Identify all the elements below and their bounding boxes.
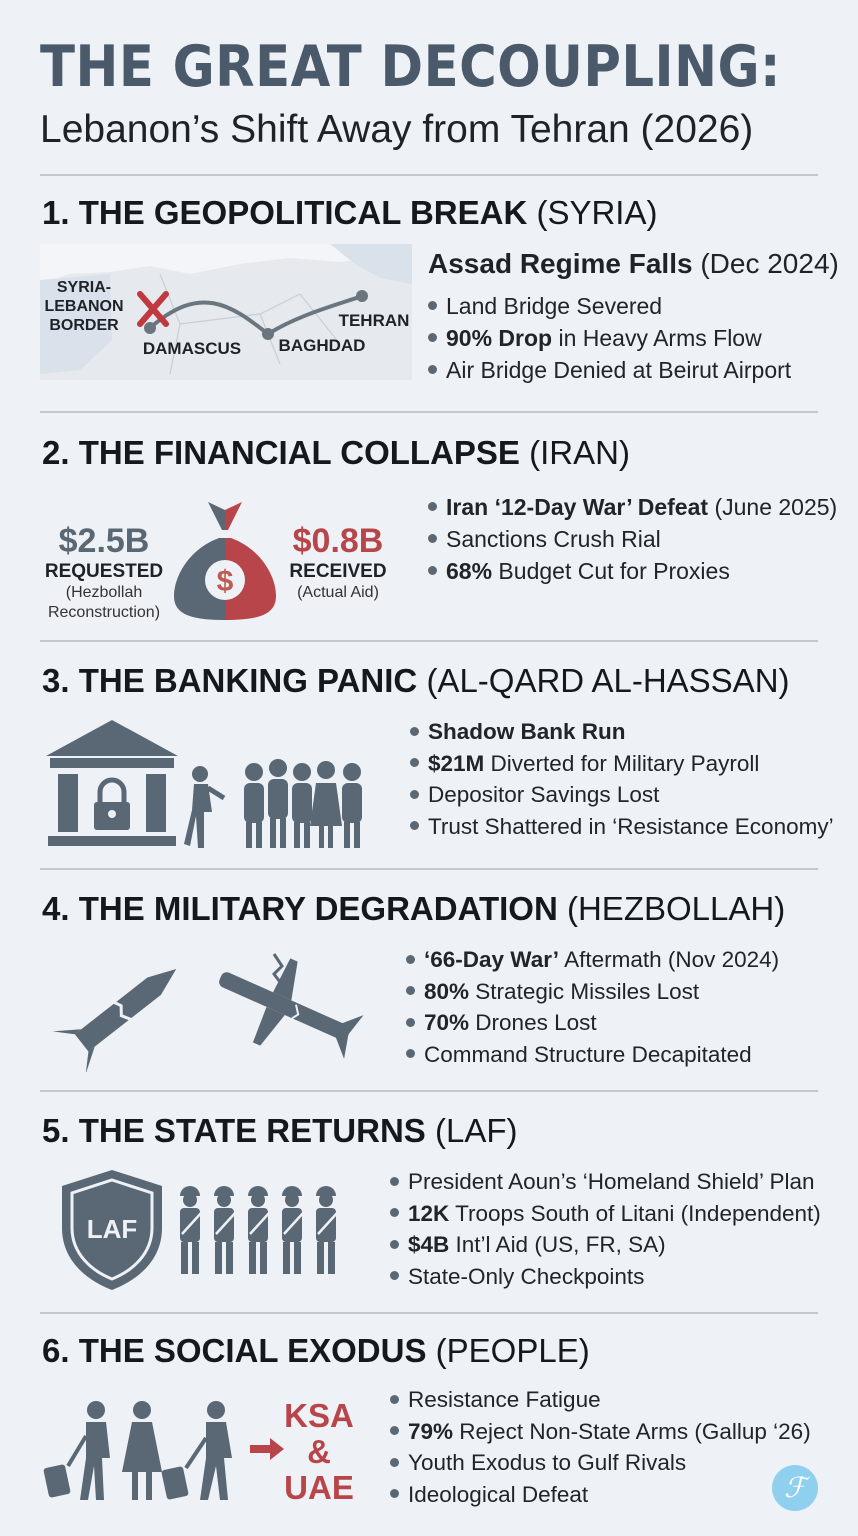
money-bag-icon — [170, 496, 280, 622]
list-item: Shadow Bank Run — [410, 716, 834, 748]
brand-logo-icon: ℱ — [772, 1465, 818, 1511]
divider — [40, 174, 818, 176]
received-amount: $0.8B — [292, 522, 384, 560]
list-item: Sanctions Crush Rial — [428, 523, 837, 555]
section-6-tag: (PEOPLE) — [435, 1332, 590, 1369]
shield-icon — [58, 1168, 166, 1292]
list-item: $4B Int’l Aid (US, FR, SA) — [390, 1229, 821, 1261]
bank-lock-icon — [44, 718, 180, 848]
section-5-tag: (LAF) — [435, 1112, 518, 1149]
troops-icon — [176, 1184, 348, 1276]
section-3-tag: (AL-QARD AL-HASSAN) — [426, 662, 790, 699]
list-item: 12K Troops South of Litani (Independent) — [390, 1198, 821, 1230]
list-item: Land Bridge Severed — [428, 290, 791, 322]
page-title: THE GREAT DECOUPLING: — [40, 34, 781, 100]
section-1-tag: (SYRIA) — [536, 194, 658, 231]
crowd-icon — [180, 752, 384, 852]
list-item: Depositor Savings Lost — [410, 779, 834, 811]
list-item: 70% Drones Lost — [406, 1007, 779, 1039]
map-label-border-1: SYRIA- — [56, 279, 112, 296]
section-4-bullets — [406, 944, 779, 1070]
list-item: 80% Strategic Missiles Lost — [406, 976, 779, 1008]
divider — [40, 411, 818, 413]
list-item: State-Only Checkpoints — [390, 1261, 821, 1293]
section-1-heading: 1. THE GEOPOLITICAL BREAK (SYRIA) — [42, 194, 658, 231]
list-item: 68% Budget Cut for Proxies — [428, 555, 837, 587]
list-item: ‘66-Day War’ Aftermath (Nov 2024) — [406, 944, 779, 976]
section-2-bullets — [428, 491, 837, 587]
list-item: 79% Reject Non-State Arms (Gallup ‘26) — [390, 1416, 811, 1448]
baghdad-point — [262, 328, 274, 340]
section-4-tag: (HEZBOLLAH) — [566, 890, 786, 927]
requested-amount: $2.5B — [58, 522, 150, 560]
list-item: Iran ‘12-Day War’ Defeat (June 2025) — [428, 491, 837, 523]
svg-text:$: $ — [216, 565, 234, 598]
divider — [40, 1312, 818, 1314]
shield-text: LAF — [86, 1214, 138, 1244]
received-label: RECEIVED — [289, 561, 387, 582]
requested-block: $2.5B REQUESTED (Hezbollah Reconstruction) — [40, 522, 168, 623]
map-label-tehran: TEHRAN — [338, 311, 410, 330]
divider — [40, 1090, 818, 1092]
section-6-title: THE SOCIAL EXODUS — [78, 1332, 427, 1369]
list-item: 90% Drop in Heavy Arms Flow — [428, 322, 791, 354]
section-2-tag: (IRAN) — [529, 434, 630, 471]
section-3-title: THE BANKING PANIC — [78, 662, 418, 699]
map-label-damascus: DAMASCUS — [142, 339, 242, 358]
requested-label: REQUESTED — [44, 561, 164, 582]
list-item: Ideological Defeat — [390, 1479, 811, 1511]
section-1-bullets — [428, 290, 791, 386]
section-5-title: THE STATE RETURNS — [78, 1112, 426, 1149]
travelers-icon — [40, 1396, 250, 1506]
section-2-heading: 2. THE FINANCIAL COLLAPSE (IRAN) — [42, 434, 630, 471]
list-item: Command Structure Decapitated — [406, 1039, 779, 1071]
list-item: $21M Diverted for Military Payroll — [410, 748, 834, 780]
section-5-heading: 5. THE STATE RETURNS (LAF) — [42, 1112, 518, 1149]
list-item: Trust Shattered in ‘Resistance Economy’ — [410, 811, 834, 843]
divider — [40, 640, 818, 642]
tehran-point — [356, 290, 368, 302]
section-3-bullets — [410, 716, 834, 842]
map-label-border-2: LEBANON — [44, 298, 124, 315]
section-5-bullets — [390, 1166, 821, 1292]
list-item: Air Bridge Denied at Beirut Airport — [428, 354, 791, 386]
damascus-point — [144, 322, 156, 334]
map-label-baghdad: BAGHDAD — [278, 336, 366, 355]
section-2-title: THE FINANCIAL COLLAPSE — [78, 434, 520, 471]
received-block: $0.8B RECEIVED (Actual Aid) — [282, 522, 394, 603]
section-3-heading: 3. THE BANKING PANIC (AL-QARD AL-HASSAN) — [42, 662, 790, 699]
destination-label: KSA & UAE — [284, 1397, 354, 1506]
section-6-heading: 6. THE SOCIAL EXODUS (PEOPLE) — [42, 1332, 590, 1369]
list-item: Youth Exodus to Gulf Rivals — [390, 1447, 811, 1479]
downed-drone-icon — [204, 952, 364, 1062]
section-6-bullets — [390, 1384, 811, 1510]
section-4-heading: 4. THE MILITARY DEGRADATION (HEZBOLLAH) — [42, 890, 786, 927]
list-item: Resistance Fatigue — [390, 1384, 811, 1416]
map-illustration — [40, 244, 412, 380]
section-4-title: THE MILITARY DEGRADATION — [78, 890, 558, 927]
list-item: President Aoun’s ‘Homeland Shield’ Plan — [390, 1166, 821, 1198]
broken-missile-icon — [50, 946, 200, 1072]
section-1-lead: Assad Regime Falls (Dec 2024) — [428, 248, 839, 279]
map-label-border-3: BORDER — [49, 317, 119, 334]
section-1-title: THE GEOPOLITICAL BREAK — [78, 194, 528, 231]
divider — [40, 868, 818, 870]
page-subtitle: Lebanon’s Shift Away from Tehran (2026) — [40, 108, 754, 151]
